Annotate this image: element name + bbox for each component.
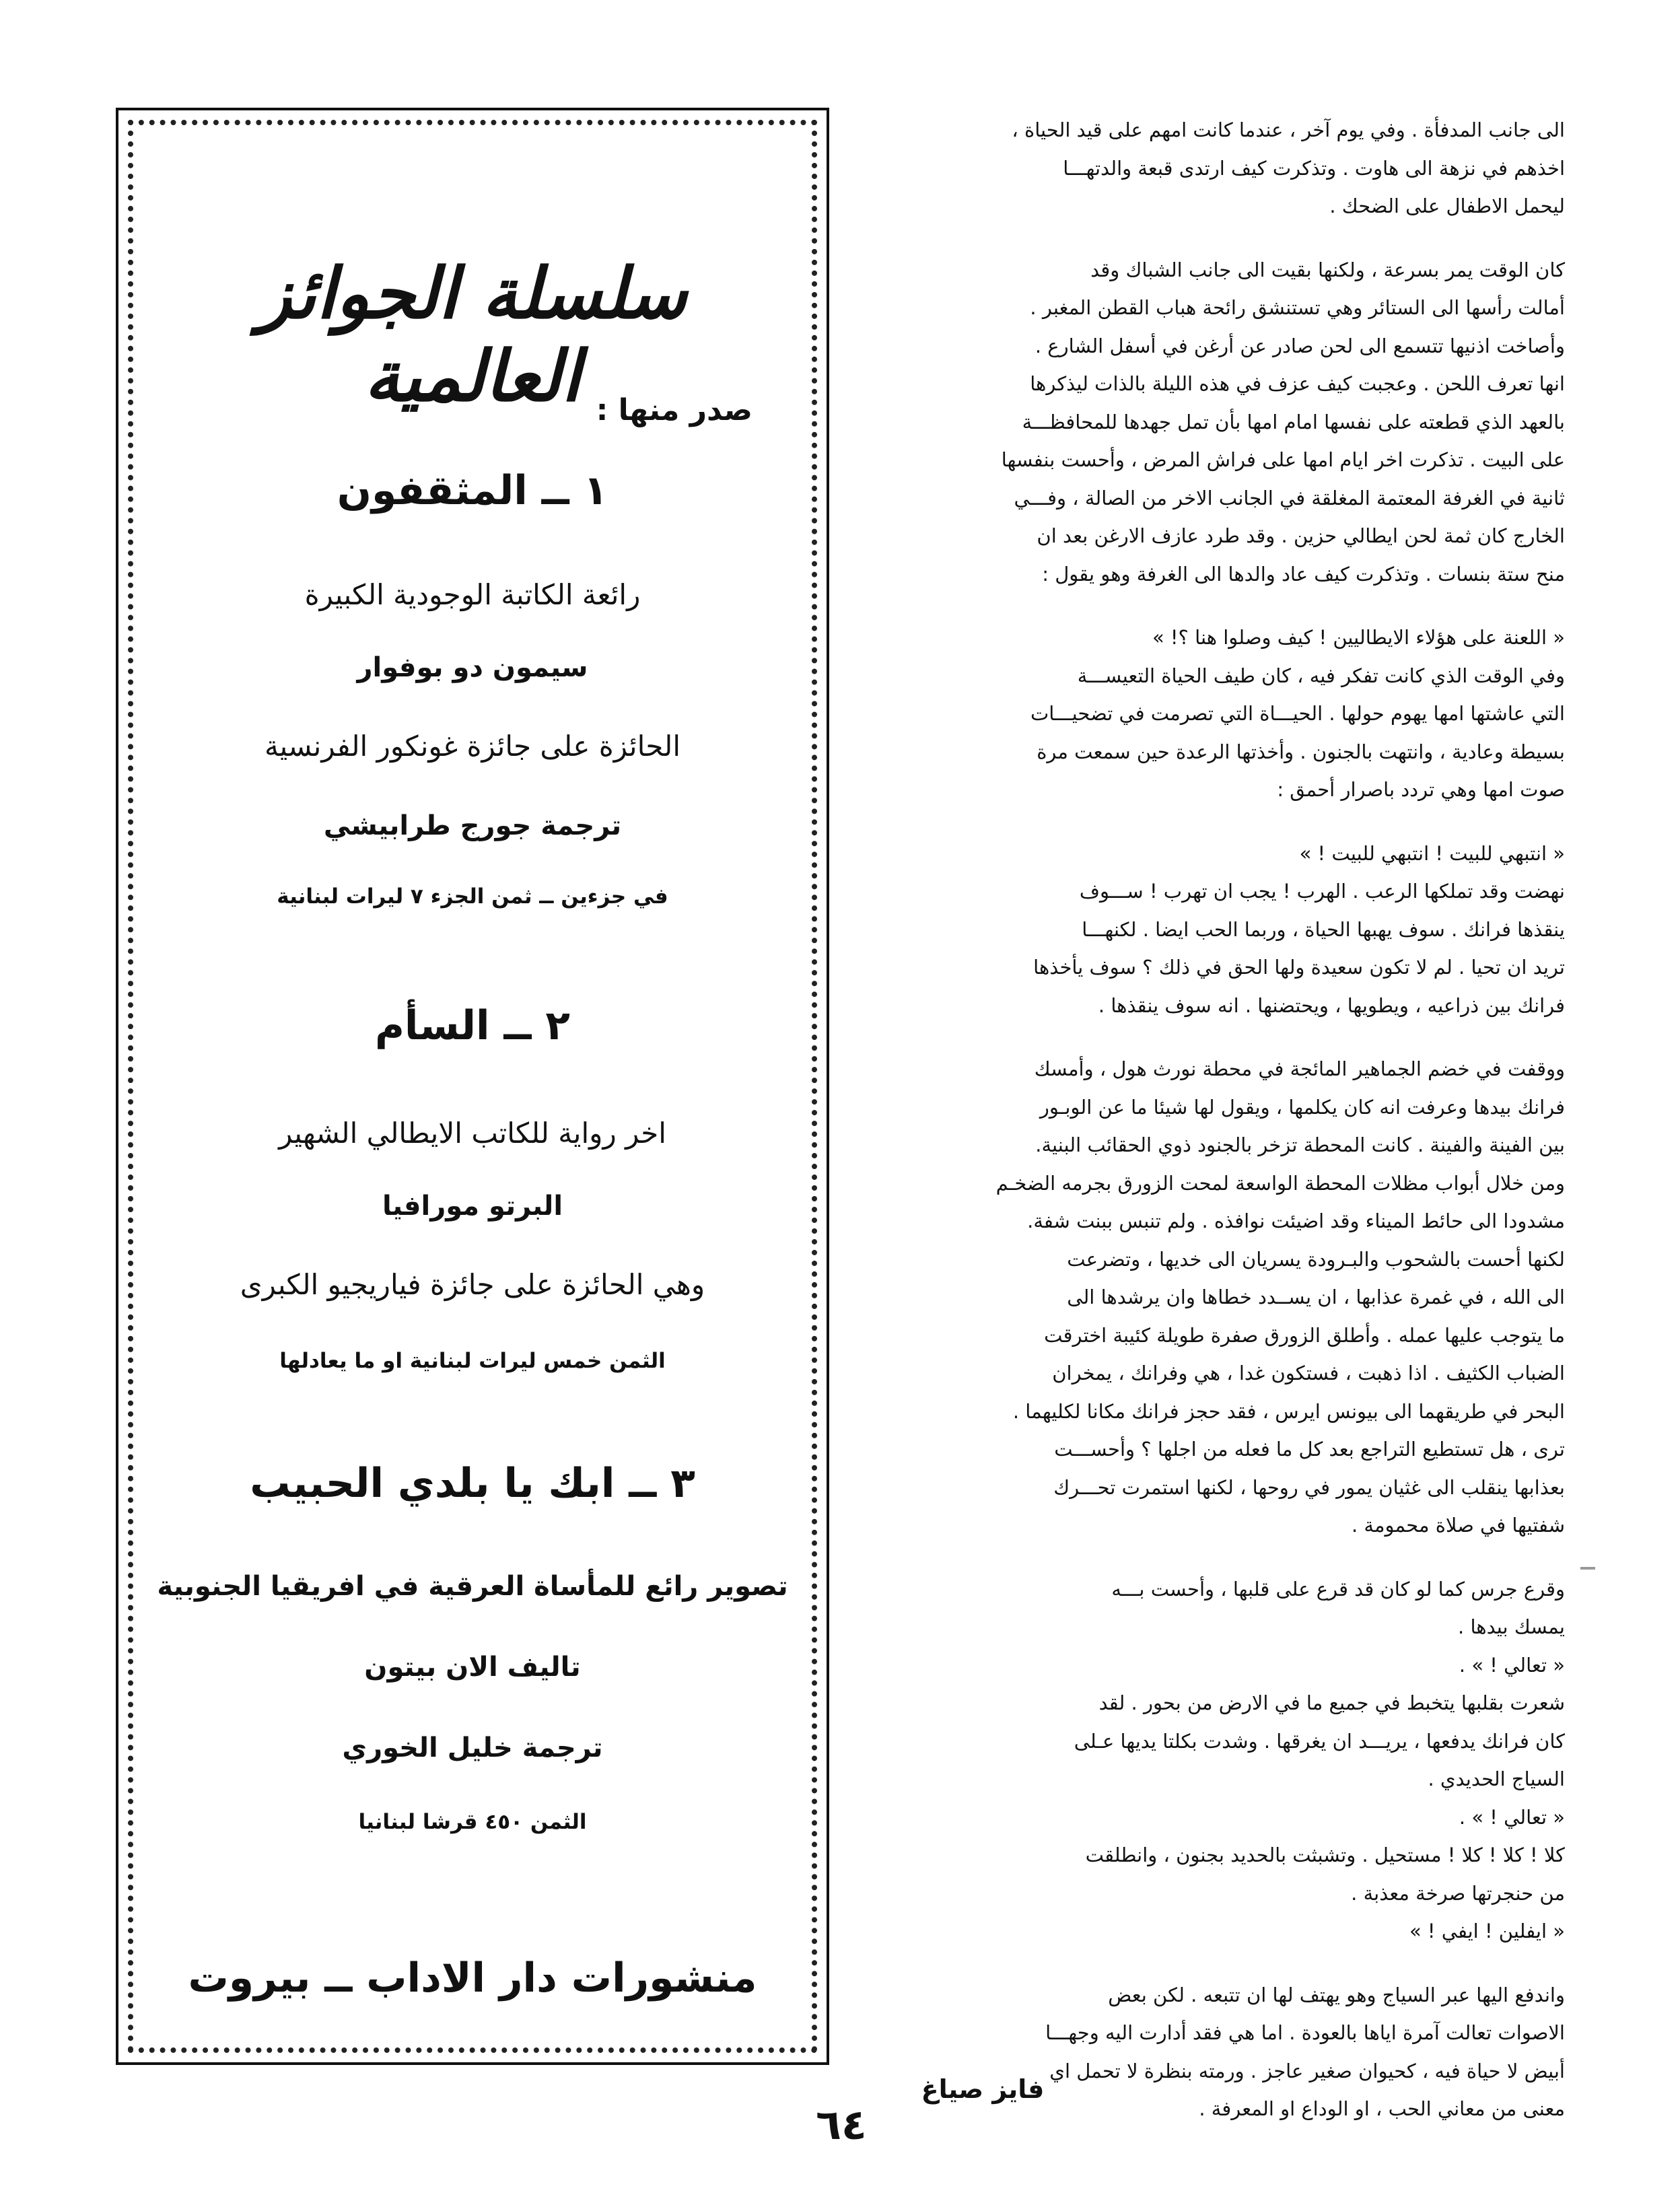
text-line: « تعالي ! » . bbox=[1459, 1653, 1565, 1677]
text-line: انها تعرف اللحن . وعجبت كيف عزف في هذه الليلة بالذات ليذكرها bbox=[1030, 372, 1565, 395]
text-line: بالعهد الذي قطعته على نفسها امام امها بأن تمل جهدها للمحافظـــة bbox=[1022, 410, 1565, 433]
paragraph-5 bbox=[818, 1050, 1565, 1545]
text-line: الخارج كان ثمة لحن ايطالي حزين . وقد طرد عازف الارغن بعد ان bbox=[1037, 524, 1565, 547]
text-line: ليحمل الاطفال على الضحك . bbox=[1329, 195, 1565, 217]
book-1-description: رائعة الكاتبة الوجودية الكبيرة bbox=[304, 578, 641, 611]
book-3-author: تاليف الان بيتون bbox=[364, 1652, 581, 1683]
text-line: التي عاشتها امها يهوم حولها . الحيـــاة التي تصرمت في تضحيـــات bbox=[1030, 702, 1565, 725]
text-line: الى الله ، في غمرة عذابها ، ان يســدد خطاها وان يرشدها الى bbox=[1067, 1286, 1565, 1308]
text-line: بين الفينة والفينة . كانت المحطة تزخر بالجنود ذوي الحقائب البنية. bbox=[1035, 1133, 1565, 1156]
paragraph-3 bbox=[818, 619, 1565, 809]
text-line: بسيطة وعادية ، وانتهت بالجنون . وأخذتها الرعدة حين سمعت مرة bbox=[1037, 740, 1565, 763]
text-line: معنى من معاني الحب ، او الوداع او المعرفة . bbox=[1199, 2097, 1565, 2120]
paragraph-7 bbox=[818, 1646, 1565, 1951]
text-line: كلا ! كلا ! كلا ! مستحيل . وتشبثت بالحديد بجنون ، وانطلقت bbox=[1085, 1844, 1565, 1866]
issued-label: صدر منها : bbox=[596, 393, 753, 427]
text-line: واندفع اليها عبر السياج وهو يهتف لها ان تتبعه . لكن بعض bbox=[1108, 1983, 1565, 2006]
text-line: وأصاخت اذنيها تتسمع الى لحن صادر عن أرغن في أسفل الشارع . bbox=[1035, 334, 1565, 357]
text-line: أمالت رأسها الى الستائر وهي تستنشق رائحة هباب القطن المغبر . bbox=[1030, 296, 1565, 319]
text-line: اخذهم في نزهة الى هاوت . وتذكرت كيف ارتدى قبعة والدتهـــا bbox=[1063, 156, 1565, 180]
paragraph-6 bbox=[818, 1570, 1565, 1646]
article-column bbox=[818, 111, 1565, 2154]
text-line: ما يتوجب عليها عمله . وأطلق الزورق صفرة طويلة كئيبة اخترقت bbox=[1044, 1323, 1565, 1347]
text-line: السياج الحديدي . bbox=[1428, 1767, 1565, 1790]
text-line: شعرت بقلبها يتخبط في جميع ما في الارض من بحور . لقد bbox=[1098, 1691, 1565, 1714]
text-line: ومن خلال أبواب مظلات المحطة الواسعة لمحت الزورق بجرمه الضخـم bbox=[995, 1171, 1565, 1195]
paragraph-4 bbox=[818, 835, 1565, 1025]
text-line: يمسك بيدها . bbox=[1458, 1615, 1565, 1638]
text-line: تريد ان تحيا . لم لا تكون سعيدة ولها الحق في ذلك ؟ سوف يأخذها bbox=[1033, 956, 1565, 979]
text-line: « تعالي ! » . bbox=[1459, 1805, 1565, 1829]
text-line: ووقفت في خضم الجماهير المائجة في محطة نورث هول ، وأمسك bbox=[1034, 1057, 1565, 1080]
text-line: وفي الوقت الذي كانت تفكر فيه ، كان طيف الحياة التعيســـة bbox=[1077, 664, 1565, 687]
text-line: وقرع جرس كما لو كان قد قرع على قلبها ، وأحست بـــه bbox=[1111, 1577, 1565, 1601]
book-3-description: تصوير رائع للمأساة العرقية في افريقيا الجنوبية bbox=[157, 1571, 788, 1602]
paragraph-1 bbox=[818, 111, 1565, 225]
text-line: الاصوات تعالت آمرة اياها بالعودة . اما هي فقد أدارت اليه وجهـــا bbox=[1045, 2021, 1565, 2044]
book-3-price: الثمن ٤٥٠ قرشا لبنانيا bbox=[358, 1810, 587, 1834]
text-line: من حنجرتها صرخة معذبة . bbox=[1351, 1881, 1565, 1905]
advertisement-content bbox=[145, 137, 800, 2035]
text-line: صوت امها وهي تردد باصرار أحمق : bbox=[1277, 778, 1565, 801]
text-line: البحر في طريقهما الى بيونس ايرس ، فقد حجز فرانك مكانا لكليهما . bbox=[1012, 1399, 1565, 1423]
book-1-title: ١ ــ المثقفون bbox=[337, 467, 608, 514]
book-3-translator: ترجمة خليل الخوري bbox=[342, 1732, 603, 1763]
text-line: مشدودا الى حائط الميناء وقد اضيئت نوافذه . ولم تنبس ببنت شفة. bbox=[1027, 1209, 1565, 1232]
publisher-line: منشورات دار الاداب ــ بيروت bbox=[188, 1955, 757, 2002]
text-line: أبيض لا حياة فيه ، كحيوان صغير عاجز . ورمته بنظرة لا تحمل اي bbox=[1049, 2059, 1565, 2082]
text-line: بعذابها ينقلب الى غثيان يمور في روحها ، لكنها استمرت تحـــرك bbox=[1053, 1475, 1565, 1499]
text-line: منح ستة بنسات . وتذكرت كيف عاد والدها الى الغرفة وهو يقول : bbox=[1042, 562, 1565, 586]
margin-mark bbox=[1580, 1567, 1595, 1570]
text-line: لكنها أحست بالشحوب والبـرودة يسريان الى خديها ، وتضرعت bbox=[1067, 1247, 1565, 1271]
book-2-price: الثمن خمس ليرات لبنانية او ما يعادلها bbox=[279, 1349, 666, 1373]
text-line: ترى ، هل تستطيع التراجع بعد كل ما فعله من اجلها ؟ وأحســـت bbox=[1054, 1438, 1565, 1461]
author-signature: فايز صياغ bbox=[921, 2074, 1045, 2104]
page-number: ٦٤ bbox=[816, 2100, 867, 2149]
book-2-title: ٢ ــ السأم bbox=[374, 1002, 571, 1049]
book-1-translator: ترجمة جورج طرابيشي bbox=[323, 810, 622, 841]
text-line: الى جانب المدفأة . وفي يوم آخر ، عندما كانت امهم على قيد الحياة ، bbox=[1012, 118, 1565, 141]
text-line: « اللعنة على هؤلاء الايطاليين ! كيف وصلوا هنا ؟! » bbox=[1152, 626, 1565, 649]
text-line: الضباب الكثيف . اذا ذهبت ، فستكون غدا ، هي وفرانك ، يمخران bbox=[1052, 1362, 1565, 1384]
text-line: ثانية في الغرفة المعتمة المغلقة في الجانب الاخر من الصالة ، وفـــي bbox=[1014, 486, 1565, 510]
text-line: نهضت وقد تملكها الرعب . الهرب ! يجب ان تهرب ! ســـوف bbox=[1079, 880, 1565, 903]
text-line: « انتبهي للبيت ! انتبهي للبيت ! » bbox=[1299, 841, 1565, 865]
text-line: كان الوقت يمر بسرعة ، ولكنها بقيت الى جانب الشباك وقد bbox=[1090, 258, 1565, 281]
text-line: كان فرانك يدفعها ، يريـــد ان يغرقها . وشدت بكلتا يديها عـلى bbox=[1074, 1729, 1565, 1753]
text-line: فرانك بين ذراعيه ، ويطويها ، ويحتضنها . انه سوف ينقذها . bbox=[1098, 993, 1565, 1017]
book-2-award: وهي الحائزة على جائزة فياريجيو الكبرى bbox=[240, 1268, 705, 1301]
text-line: فرانك بيدها وعرفت انه كان يكلمها ، ويقول لها شيئا ما عن الوبـور bbox=[1039, 1095, 1565, 1119]
series-title: سلسلة الجوائز العالمية bbox=[258, 252, 687, 417]
text-line: ينقذها فرانك . سوف يهبها الحياة ، وربما الحب ايضا . لكنهـــا bbox=[1082, 917, 1565, 941]
text-line: « ايفلين ! ايفي ! » bbox=[1409, 1920, 1565, 1942]
book-3-title: ٣ ــ ابك يا بلدي الحبيب bbox=[250, 1460, 695, 1507]
book-1-price: في جزءين ــ ثمن الجزء ٧ ليرات لبنانية bbox=[277, 884, 668, 909]
paragraph-2 bbox=[818, 251, 1565, 594]
advertisement-box bbox=[116, 108, 829, 2065]
book-1-author: سيمون دو بوفوار bbox=[357, 652, 588, 683]
text-line: شفتيها في صلاة محمومة . bbox=[1351, 1514, 1565, 1537]
book-1-award: الحائزة على جائزة غونكور الفرنسية bbox=[264, 730, 680, 763]
text-line: على البيت . تذكرت اخر ايام امها على فراش المرض ، وأحست بنفسها bbox=[1001, 448, 1565, 471]
book-2-author: البرتو مورافيا bbox=[382, 1191, 563, 1222]
book-2-description: اخر رواية للكاتب الايطالي الشهير bbox=[279, 1117, 666, 1150]
